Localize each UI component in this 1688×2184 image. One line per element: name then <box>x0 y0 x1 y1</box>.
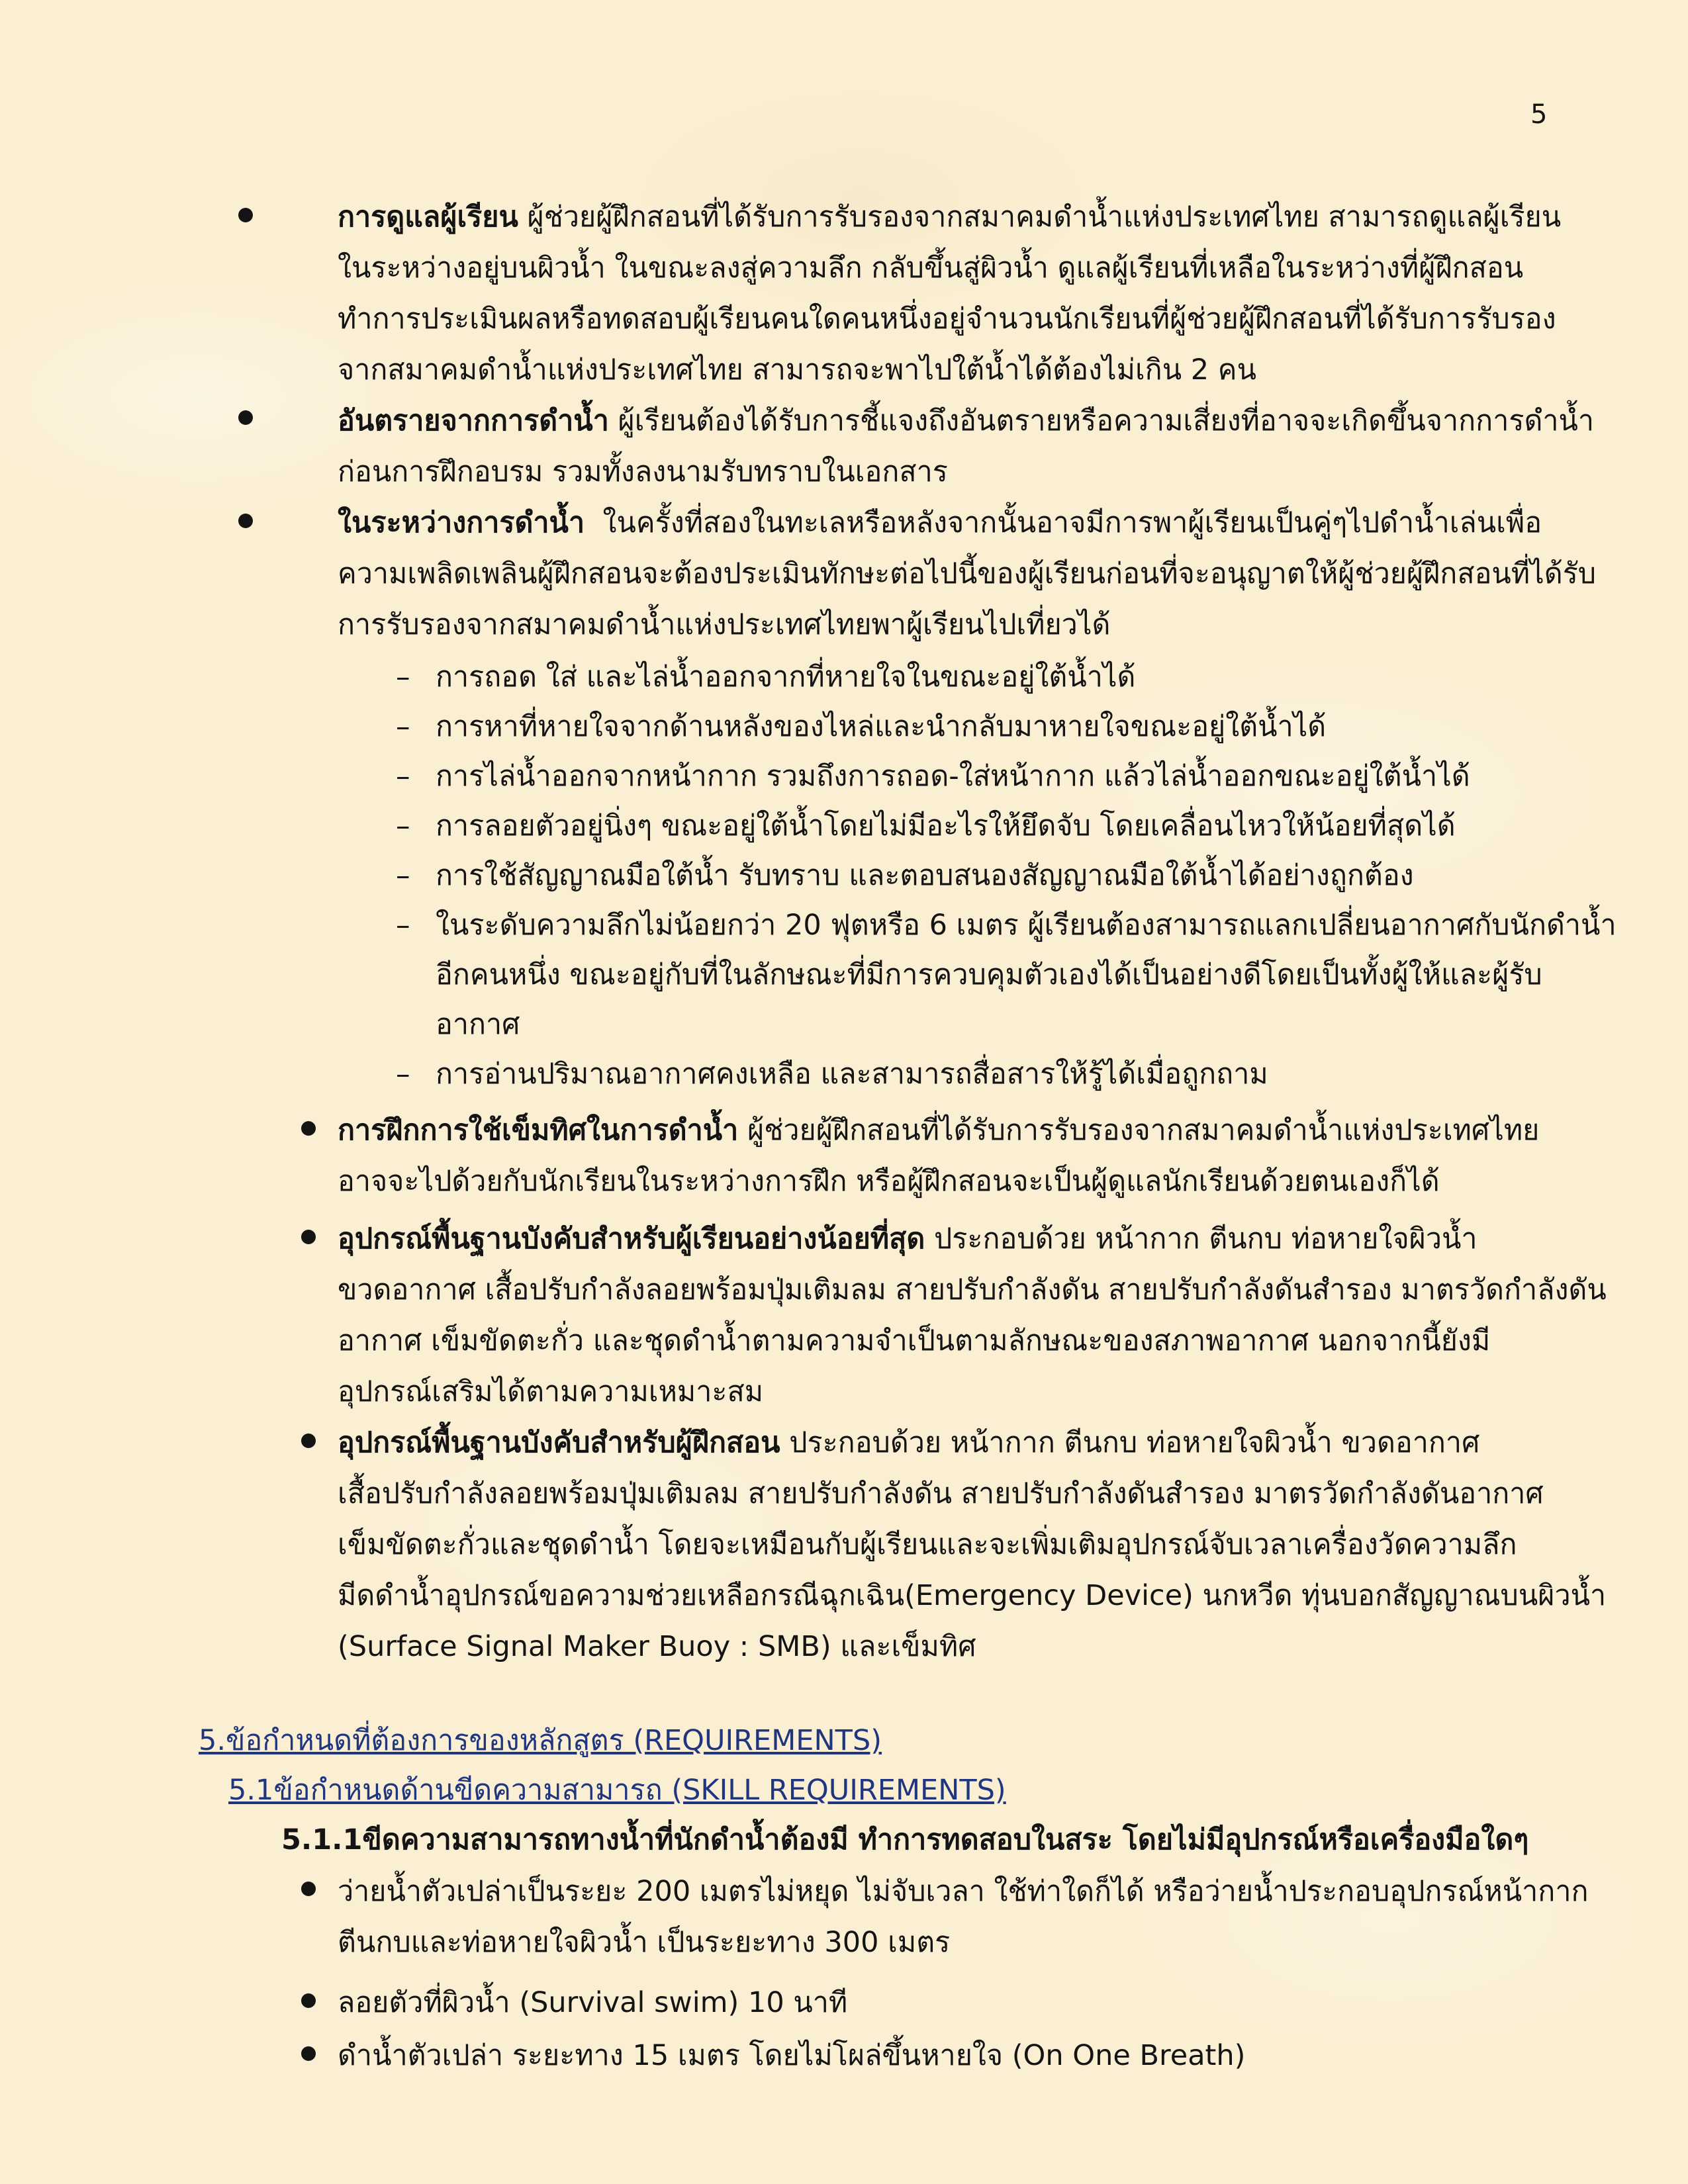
bullet-line: ผู้เรียนต้องได้รับการชี้แจงถึงอันตรายหรือความเสี่ยงที่อาจจะเกิดขึ้นจากการดำน้ำ <box>618 404 1595 437</box>
bullet-item-during-dive <box>338 498 1596 651</box>
bullet-item-student-equipment <box>338 1214 1607 1418</box>
page-number: 5 <box>1530 99 1548 130</box>
dash-line: อีกคนหนึ่ง ขณะอยู่กับที่ในลักษณะที่มีการควบคุมตัวเองได้เป็นอย่างดีโดยเป็นทั้งผู้ให้และผู้รับ <box>436 958 1542 991</box>
bullet-line: จากสมาคมดำน้ำแห่งประเทศไทย สามารถจะพาไปใต้น้ำได้ต้องไม่เกิน 2 คน <box>338 353 1256 387</box>
bullet-line: ว่ายน้ำตัวเปล่าเป็นระยะ 200 เมตรไม่หยุด ไม่จับเวลา ใช้ท่าใดก็ได้ หรือว่ายน้ำประกอบอุปกรณ์หน้ากาก <box>338 1875 1589 1908</box>
bullet-item-compass-training <box>338 1105 1539 1207</box>
subsubsection-heading: 5.1.1ขีดความสามารถทางน้ำที่นักดำน้ำต้องมี ทำการทดสอบในสระ โดยไม่มีอุปกรณ์หรือเครื่องมือใดๆ <box>281 1823 1529 1856</box>
bullet-line: อากาศ เข็มขัดตะกั่ว และชุดดำน้ำตามความจำเป็นตามลักษณะของสภาพอากาศ นอกจากนี้ยังมี <box>338 1324 1491 1357</box>
bullet-line: มีดดำน้ำอุปกรณ์ขอความช่วยเหลือกรณีฉุกเฉิน(Emergency Device) นกหวีด ทุ่นบอกสัญญาณบนผิวน้ำ <box>338 1579 1607 1612</box>
bullet-line: ก่อนการฝึกอบรม รวมทั้งลงนามรับทราบในเอกสาร <box>338 455 948 488</box>
bullet-title: ในระหว่างการดำน้ำ <box>338 506 585 539</box>
dash-item <box>436 653 1135 702</box>
bullet-icon <box>301 2046 316 2061</box>
bullet-item-student-care <box>338 192 1561 396</box>
dash-icon: – <box>396 909 410 942</box>
dash-icon: – <box>396 660 410 694</box>
bullet-line: อุปกรณ์เสริมได้ตามความเหมาะสม <box>338 1375 764 1408</box>
dash-item <box>436 752 1470 801</box>
skill-bullet-item <box>338 2030 1245 2081</box>
bullet-line: ตีนกบและท่อหายใจผิวน้ำ เป็นระยะทาง 300 เมตร <box>338 1926 951 1959</box>
bullet-icon <box>301 1993 316 2008</box>
section-heading[interactable]: 5.ข้อกำหนดที่ต้องการของหลักสูตร (REQUIREMENTS) <box>199 1724 882 1757</box>
bullet-icon <box>238 208 253 222</box>
bullet-icon <box>301 1230 316 1244</box>
dash-line: การอ่านปริมาณอากาศคงเหลือ และสามารถสื่อสารให้รู้ได้เมื่อถูกถาม <box>436 1058 1268 1091</box>
dash-icon: – <box>396 859 410 892</box>
bullet-line: การรับรองจากสมาคมดำน้ำแห่งประเทศไทยพาผู้เรียนไปเที่ยวได้ <box>338 608 1111 641</box>
bullet-line: ทำการประเมินผลหรือทดสอบผู้เรียนคนใดคนหนึ่งอยู่จำนวนนักเรียนที่ผู้ช่วยผู้ฝึกสอนที่ได้รับการรับรอง <box>338 302 1556 336</box>
bullet-title: การฝึกการใช้เข็มทิศในการดำน้ำ <box>338 1114 739 1147</box>
dash-icon: – <box>396 809 410 842</box>
bullet-line: ในระหว่างอยู่บนผิวน้ำ ในขณะลงสู่ความลึก กลับขึ้นสู่ผิวน้ำ ดูแลผู้เรียนที่เหลือในระหว่างที่ผู้ฝึกสอน <box>338 251 1524 285</box>
bullet-icon <box>238 514 253 528</box>
bullet-item-diving-hazards <box>338 396 1594 498</box>
dash-item <box>436 901 1617 1050</box>
bullet-title: อุปกรณ์พื้นฐานบังคับสำหรับผู้เรียนอย่างน้อยที่สุด <box>338 1222 925 1255</box>
bullet-icon <box>301 1121 316 1136</box>
dash-line: การใช้สัญญาณมือใต้น้ำ รับทราบ และตอบสนองสัญญาณมือใต้น้ำได้อย่างถูกต้อง <box>436 859 1414 892</box>
dash-line: การลอยตัวอยู่นิ่งๆ ขณะอยู่ใต้น้ำโดยไม่มีอะไรให้ยึดจับ โดยเคลื่อนไหวให้น้อยที่สุดได้ <box>436 809 1456 842</box>
bullet-title: อุปกรณ์พื้นฐานบังคับสำหรับผู้ฝึกสอน <box>338 1426 780 1459</box>
bullet-line: ดำน้ำตัวเปล่า ระยะทาง 15 เมตร โดยไม่โผล่ขึ้นหายใจ (On One Breath) <box>338 2039 1246 2072</box>
bullet-line: ในครั้งที่สองในทะเลหรือหลังจากนั้นอาจมีการพาผู้เรียนเป็นคู่ๆไปดำน้ำเล่นเพื่อ <box>585 506 1542 539</box>
dash-icon: – <box>396 710 410 743</box>
bullet-line: ความเพลิดเพลินผู้ฝึกสอนจะต้องประเมินทักษะต่อไปนี้ของผู้เรียนก่อนที่จะอนุญาตให้ผู้ช่วยผู้ฝึกสอนที่ได้รับ <box>338 557 1597 590</box>
bullet-icon <box>238 410 253 425</box>
dash-item <box>436 1050 1268 1099</box>
dash-line: การหาที่หายใจจากด้านหลังของไหล่และนำกลับมาหายใจขณะอยู่ใต้น้ำได้ <box>436 710 1327 743</box>
bullet-title: การดูแลผู้เรียน <box>338 201 518 234</box>
dash-line: การไล่น้ำออกจากหน้ากาก รวมถึงการถอด-ใส่หน้ากาก แล้วไล่น้ำออกขณะอยู่ใต้น้ำได้ <box>436 760 1470 793</box>
subsection-heading[interactable]: 5.1ข้อกำหนดด้านขีดความสามารถ (SKILL REQUIREMENTS) <box>228 1774 1006 1807</box>
bullet-line: ประกอบด้วย หน้ากาก ตีนกบ ท่อหายใจผิวน้ำ <box>933 1222 1477 1255</box>
bullet-line: ขวดอากาศ เสื้อปรับกำลังลอยพร้อมปุ่มเติมลม สายปรับกำลังดัน สายปรับกำลังดันสำรอง มาตรวัดกำลังดัน <box>338 1273 1607 1306</box>
bullet-icon <box>301 1433 316 1448</box>
dash-item <box>436 801 1456 851</box>
skill-bullet-item <box>338 1978 847 2028</box>
dash-item <box>436 851 1414 901</box>
bullet-line: (Surface Signal Maker Buoy : SMB) และเข็มทิศ <box>338 1630 976 1663</box>
dash-line: การถอด ใส่ และไล่น้ำออกจากที่หายใจในขณะอยู่ใต้น้ำได้ <box>436 660 1136 694</box>
bullet-item-instructor-equipment <box>338 1418 1606 1672</box>
skill-bullet-item <box>338 1866 1589 1968</box>
bullet-line: ผู้ช่วยผู้ฝึกสอนที่ได้รับการรับรองจากสมาคมดำน้ำแห่งประเทศไทย สามารถดูแลผู้เรียน <box>527 201 1562 234</box>
dash-line: ในระดับความลึกไม่น้อยกว่า 20 ฟุตหรือ 6 เมตร ผู้เรียนต้องสามารถแลกเปลี่ยนอากาศกับนักดำน้ำ <box>436 909 1617 942</box>
dash-icon: – <box>396 1058 410 1091</box>
bullet-line: ลอยตัวที่ผิวน้ำ (Survival swim) 10 นาที <box>338 1986 848 2019</box>
dash-item <box>436 702 1326 752</box>
bullet-line: ประกอบด้วย หน้ากาก ตีนกบ ท่อหายใจผิวน้ำ ขวดอากาศ <box>789 1426 1480 1459</box>
dash-line: อากาศ <box>436 1008 520 1041</box>
bullet-line: ผู้ช่วยผู้ฝึกสอนที่ได้รับการรับรองจากสมาคมดำน้ำแห่งประเทศไทย <box>747 1114 1540 1147</box>
bullet-line: อาจจะไปด้วยกับนักเรียนในระหว่างการฝึก หรือผู้ฝึกสอนจะเป็นผู้ดูแลนักเรียนด้วยตนเองก็ได้ <box>338 1165 1440 1198</box>
dash-icon: – <box>396 760 410 793</box>
bullet-line: เข็มขัดตะกั่วและชุดดำน้ำ โดยจะเหมือนกับผู้เรียนและจะเพิ่มเติมอุปกรณ์จับเวลาเครื่องวัดความลึก <box>338 1528 1517 1561</box>
bullet-icon <box>301 1882 316 1896</box>
bullet-line: เสื้อปรับกำลังลอยพร้อมปุ่มเติมลม สายปรับกำลังดัน สายปรับกำลังดันสำรอง มาตรวัดกำลังดันอากาศ <box>338 1477 1544 1510</box>
bullet-title: อันตรายจากการดำน้ำ <box>338 404 609 437</box>
